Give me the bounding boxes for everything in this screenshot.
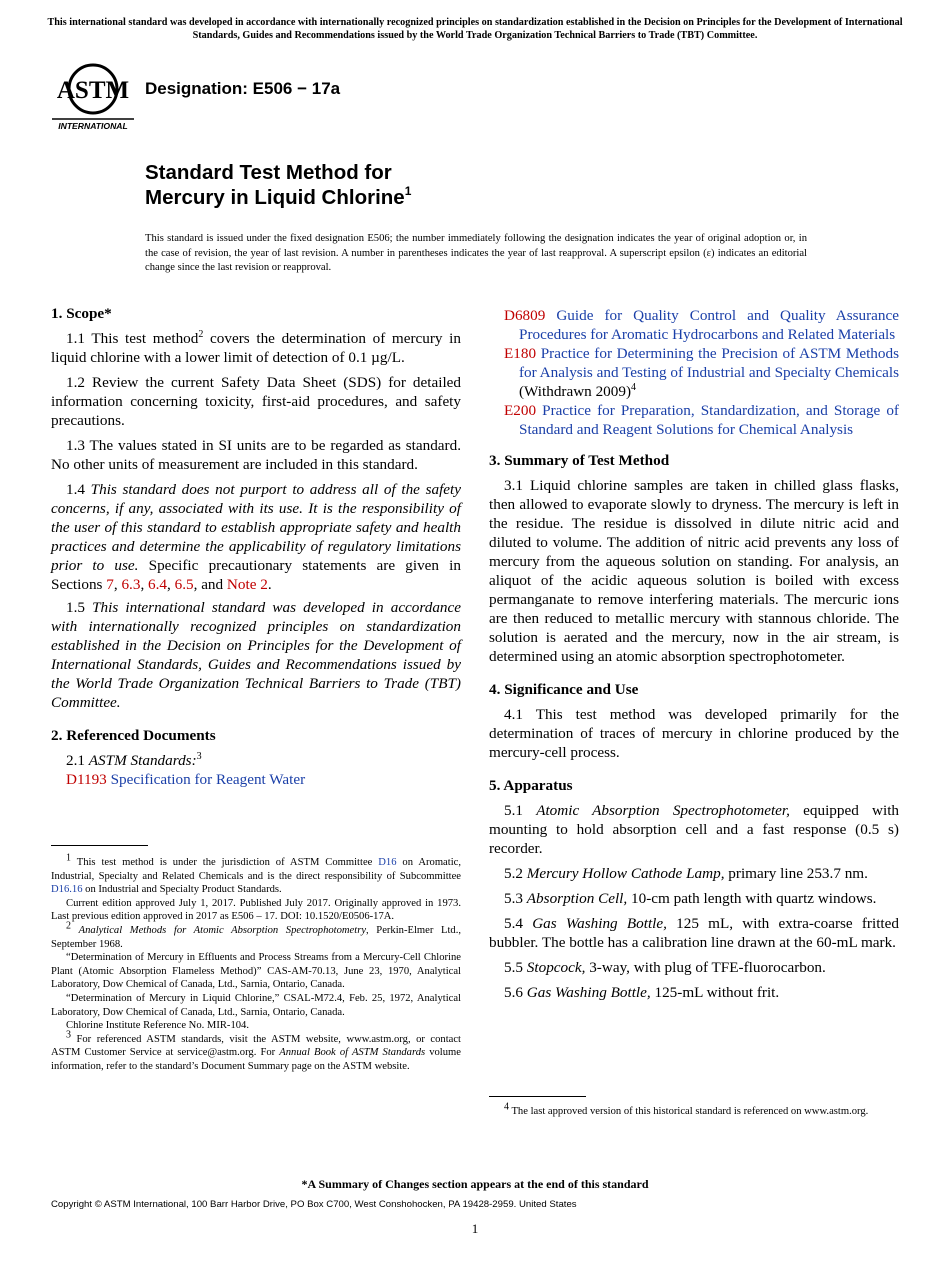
footnotes-right xyxy=(489,1101,899,1119)
fn2-italic: Analytical Methods for Atomic Absorption Spectrophotometry xyxy=(78,924,367,936)
scope-1-3: 1.3 The values stated in SI units are to be regarded as standard. No other units of measurement are included in this standard. xyxy=(51,437,461,473)
fn4-marker: 4 xyxy=(504,1101,509,1113)
fn1-a: This test method is under the jurisdiction of ASTM Committee xyxy=(71,857,379,868)
footnote-marker-4[interactable]: 4 xyxy=(631,381,636,393)
section-summary-heading: 3. Summary of Test Method xyxy=(489,452,670,469)
title-line-2-text: Mercury in Liquid Chlorine xyxy=(145,186,405,209)
left-column xyxy=(51,304,461,789)
footnote-marker-2[interactable]: 2 xyxy=(198,328,204,340)
ref-doc-title[interactable]: Practice for Preparation, Standardization, and Storage of Standard and Reagent Solutions for Chemical Analysis xyxy=(519,402,899,438)
scope-1-4-b: Specific precautionary statements are given in Sections xyxy=(51,557,461,593)
footnote-rule-right xyxy=(489,1096,586,1097)
ref-doc-code[interactable]: D1193 xyxy=(66,771,107,788)
item-text: 125-mL without frit. xyxy=(650,984,780,1001)
item-text: primary line 253.7 nm. xyxy=(724,865,868,882)
item-num: 5.4 xyxy=(504,915,533,932)
footnote-2 xyxy=(51,920,461,951)
ref-doc-title[interactable]: Guide for Quality Control and Quality Assurance Procedures for Aromatic Hydrocarbons and Related Materials xyxy=(519,307,899,343)
title-line-1: Standard Test Method for xyxy=(145,161,392,184)
section-scope-heading: 1. Scope* xyxy=(51,305,112,322)
item-italic: Stopcock, xyxy=(526,959,586,976)
item-num: 5.2 xyxy=(504,865,527,882)
fn1-b: on Aromatic, Industrial, Specialty and Related Chemicals and is the direct responsibility of Subcommittee xyxy=(51,857,461,882)
page-title xyxy=(145,160,411,210)
sep: , xyxy=(113,576,122,593)
item-num: 5.1 xyxy=(504,802,537,819)
sep: , xyxy=(167,576,175,593)
ref-doc-title[interactable]: Specification for Reagent Water xyxy=(110,771,306,788)
ref-doc-withdrawn: (Withdrawn 2009) xyxy=(519,383,631,400)
item-italic: Mercury Hollow Cathode Lamp, xyxy=(526,865,725,882)
fn3-italic: Annual Book of ASTM Standards xyxy=(279,1047,426,1059)
section-referenced-heading: 2. Referenced Documents xyxy=(51,727,216,744)
apparatus-5-6 xyxy=(489,983,899,1002)
logo-text: ASTM xyxy=(56,77,130,104)
item-num: 5.6 xyxy=(504,984,527,1001)
scope-1-1-b: covers the determination of mercury in liquid chlorine with a lower limit of detection of 0.1 µg/L. xyxy=(51,330,461,366)
title-footnote-marker[interactable]: 1 xyxy=(404,184,412,198)
ref-doc-code[interactable]: E200 xyxy=(504,402,537,419)
scope-1-5-italic: This international standard was developed in accordance with internationally recognized principles on standardization established in the Decision on Principles for the Development of International Standards, Guides and Recommendations issued by the World Trade Organization Technical Barriers to Trade (TBT) Committee. xyxy=(51,599,462,711)
ref-doc-code[interactable]: D6809 xyxy=(504,307,546,324)
fn3-marker: 3 xyxy=(66,1029,71,1041)
scope-1-5-num: 1.5 xyxy=(66,599,93,616)
fn2-a: , Perkin-Elmer Ltd., September 1968. xyxy=(51,924,461,950)
title-line-2 xyxy=(145,185,411,210)
fn1-marker: 1 xyxy=(66,852,71,864)
scope-1-1-a: 1.1 This test method xyxy=(66,330,199,347)
footnote-2-p2: “Determination of Mercury in Effluents and Process Streams from a Mercury-Cell Chlorine Plant (Atomic Absorption Flameless Method)” CAS-AM-70.13, June 23, 1970, Analytical Laboratory, Dow Chemical of Canada, Ltd., Sarnia, Ontario, Canada. xyxy=(51,952,461,991)
scope-1-5 xyxy=(51,598,461,712)
footnote-2-p4: Chlorine Institute Reference No. MIR-104. xyxy=(66,1020,249,1032)
item-num: 5.3 xyxy=(504,890,527,907)
fn3-b: volume information, refer to the standard’s Document Summary page on the ASTM website. xyxy=(51,1047,461,1072)
apparatus-5-5 xyxy=(489,958,899,977)
ref-doc-title[interactable]: Practice for Determining the Precision of ASTM Methods for Analysis and Testing of Industrial and Specialty Chemicals xyxy=(519,345,900,381)
item-text: equipped with mounting to hold absorption cell and a fast response (0.5 s) recorder. xyxy=(489,802,900,857)
ref-doc-d6809[interactable] xyxy=(489,306,899,344)
apparatus-5-4 xyxy=(489,914,899,952)
copyright: Copyright © ASTM International, 100 Barr Harbor Drive, PO Box C700, West Conshohocken, PA 19428-2959. United States xyxy=(51,1199,577,1210)
apparatus-5-1 xyxy=(489,801,899,858)
summary-of-changes-note: *A Summary of Changes section appears at the end of this standard xyxy=(301,1177,649,1191)
scope-1-4-num: 1.4 xyxy=(66,481,91,498)
page-number: 1 xyxy=(471,1221,479,1236)
footnote-1-edition: Current edition approved July 1, 2017. Published July 2017. Originally approved in 1973. Last previous edition approved in 2017 as E506 – 17. DOI: 10.1520/E0506-17A. xyxy=(51,897,461,923)
footnotes-left xyxy=(51,852,461,1074)
scope-1-1 xyxy=(51,329,461,367)
referenced-2-1 xyxy=(51,751,461,770)
section-link-6-3[interactable]: 6.3 xyxy=(121,576,141,593)
apparatus-5-3 xyxy=(489,889,899,908)
ref-doc-e180[interactable] xyxy=(489,344,899,401)
fn1-c: on Industrial and Specialty Product Standards. xyxy=(82,884,282,896)
committee-link-d16[interactable]: D16 xyxy=(378,857,397,868)
item-italic: Absorption Cell, xyxy=(526,890,628,907)
scope-1-4 xyxy=(51,480,461,594)
subcommittee-link-d16-16[interactable]: D16.16 xyxy=(51,884,83,896)
section-apparatus-heading: 5. Apparatus xyxy=(489,777,573,794)
scope-1-4-italic: This standard does not purport to address all of the safety concerns, if any, associated with its use. It is the responsibility of the user of this standard to establish appropriate safety and health practices and determine the applicability of regulatory limitations prior to use. xyxy=(51,481,462,574)
footnote-marker-3[interactable]: 3 xyxy=(196,750,202,762)
item-italic: Gas Washing Bottle, xyxy=(526,984,651,1001)
ref-doc-e200[interactable] xyxy=(489,401,899,439)
ref-doc-code[interactable]: E180 xyxy=(504,345,537,362)
sep: , xyxy=(140,576,149,593)
scope-1-2: 1.2 Review the current Safety Data Sheet (SDS) for detailed information concerning toxicity, first-aid procedures, and safety precautions. xyxy=(51,374,461,429)
footnote-1 xyxy=(51,852,461,897)
item-text: 3-way, with plug of TFE-fluorocarbon. xyxy=(585,959,826,976)
summary-3-1: 3.1 Liquid chlorine samples are taken in chilled glass flasks, then allowed to evaporate slowly to dryness. The mercury is left in the residue. The residue is dissolved in dilute nitric acid and diluted to volume. The addition of nitric acid prevents any loss of mercury from the aqueous solution on standing. For analysis, an aliquot of the acidic aqueous solution is boiled with excess permanganate to remove interfering materials. The mercuric ions are then reduced to metallic mercury with stannous chloride. The solution is aerated and the mercury, now in the air stream, is determined using an atomic absorption spectrophotometer. xyxy=(489,477,899,665)
fn2-marker: 2 xyxy=(66,920,71,932)
significance-4-1: 4.1 This test method was developed primarily for the determination of traces of mercury in chlorine produced by the mercury-cell process. xyxy=(489,706,899,761)
right-column xyxy=(489,306,899,1008)
footnote-rule-left xyxy=(51,845,148,846)
footnote-4 xyxy=(489,1101,899,1119)
ref-2-1-italic: ASTM Standards: xyxy=(88,752,197,769)
footnote-2-p3: “Determination of Mercury in Liquid Chlorine,” CSAL-M72.4, Feb. 25, 1972, Analytical Laboratory, Dow Chemical of Canada, Ltd., Sarnia, Ontario, Canada. xyxy=(51,992,461,1018)
section-link-6-4[interactable]: 6.4 xyxy=(148,576,168,593)
designation: Designation: E506 − 17a xyxy=(145,79,341,98)
issue-note: This standard is issued under the fixed designation E506; the number immediately following the designation indicates the year of original adoption or, in the case of revision, the year of last revision. A number in parentheses indicates the year of last reapproval. A superscript epsilon (ε) indicates an editorial change since the last revision or reapproval. xyxy=(145,233,807,273)
sep: , and xyxy=(193,576,227,593)
item-text: 125 mL, with extra-coarse fritted bubbler. The bottle has a calibration line drawn at the 60-mL mark. xyxy=(489,915,899,951)
ref-doc-d1193[interactable] xyxy=(51,770,461,789)
sep: . xyxy=(267,576,272,593)
logo-subtext: INTERNATIONAL xyxy=(58,121,128,131)
top-notice: This international standard was developed in accordance with internationally recognized principles on standardization established in the Decision on Principles for the Development of International Standards, Guides and Recommendations issued by the World Trade Organization Technical Barriers to Trade (TBT) Committee. xyxy=(47,17,903,41)
note-link-2[interactable]: Note 2 xyxy=(226,576,268,593)
apparatus-5-2 xyxy=(489,864,899,883)
footnote-3 xyxy=(51,1029,461,1074)
fn4-text: The last approved version of this historical standard is referenced on www.astm.org. xyxy=(509,1106,869,1117)
item-italic: Atomic Absorption Spectrophotometer, xyxy=(536,802,790,819)
ref-2-1-num: 2.1 xyxy=(66,752,89,769)
astm-logo xyxy=(52,58,134,132)
item-text: 10-cm path length with quartz windows. xyxy=(627,890,877,907)
item-italic: Gas Washing Bottle, xyxy=(532,915,667,932)
fn3-a: For referenced ASTM standards, visit the ASTM website, www.astm.org, or contact ASTM Customer Service at service@astm.org. For xyxy=(51,1033,461,1059)
section-significance-heading: 4. Significance and Use xyxy=(489,681,639,698)
item-num: 5.5 xyxy=(504,959,527,976)
section-link-7[interactable]: 7 xyxy=(106,576,114,593)
section-link-6-5[interactable]: 6.5 xyxy=(174,576,194,593)
